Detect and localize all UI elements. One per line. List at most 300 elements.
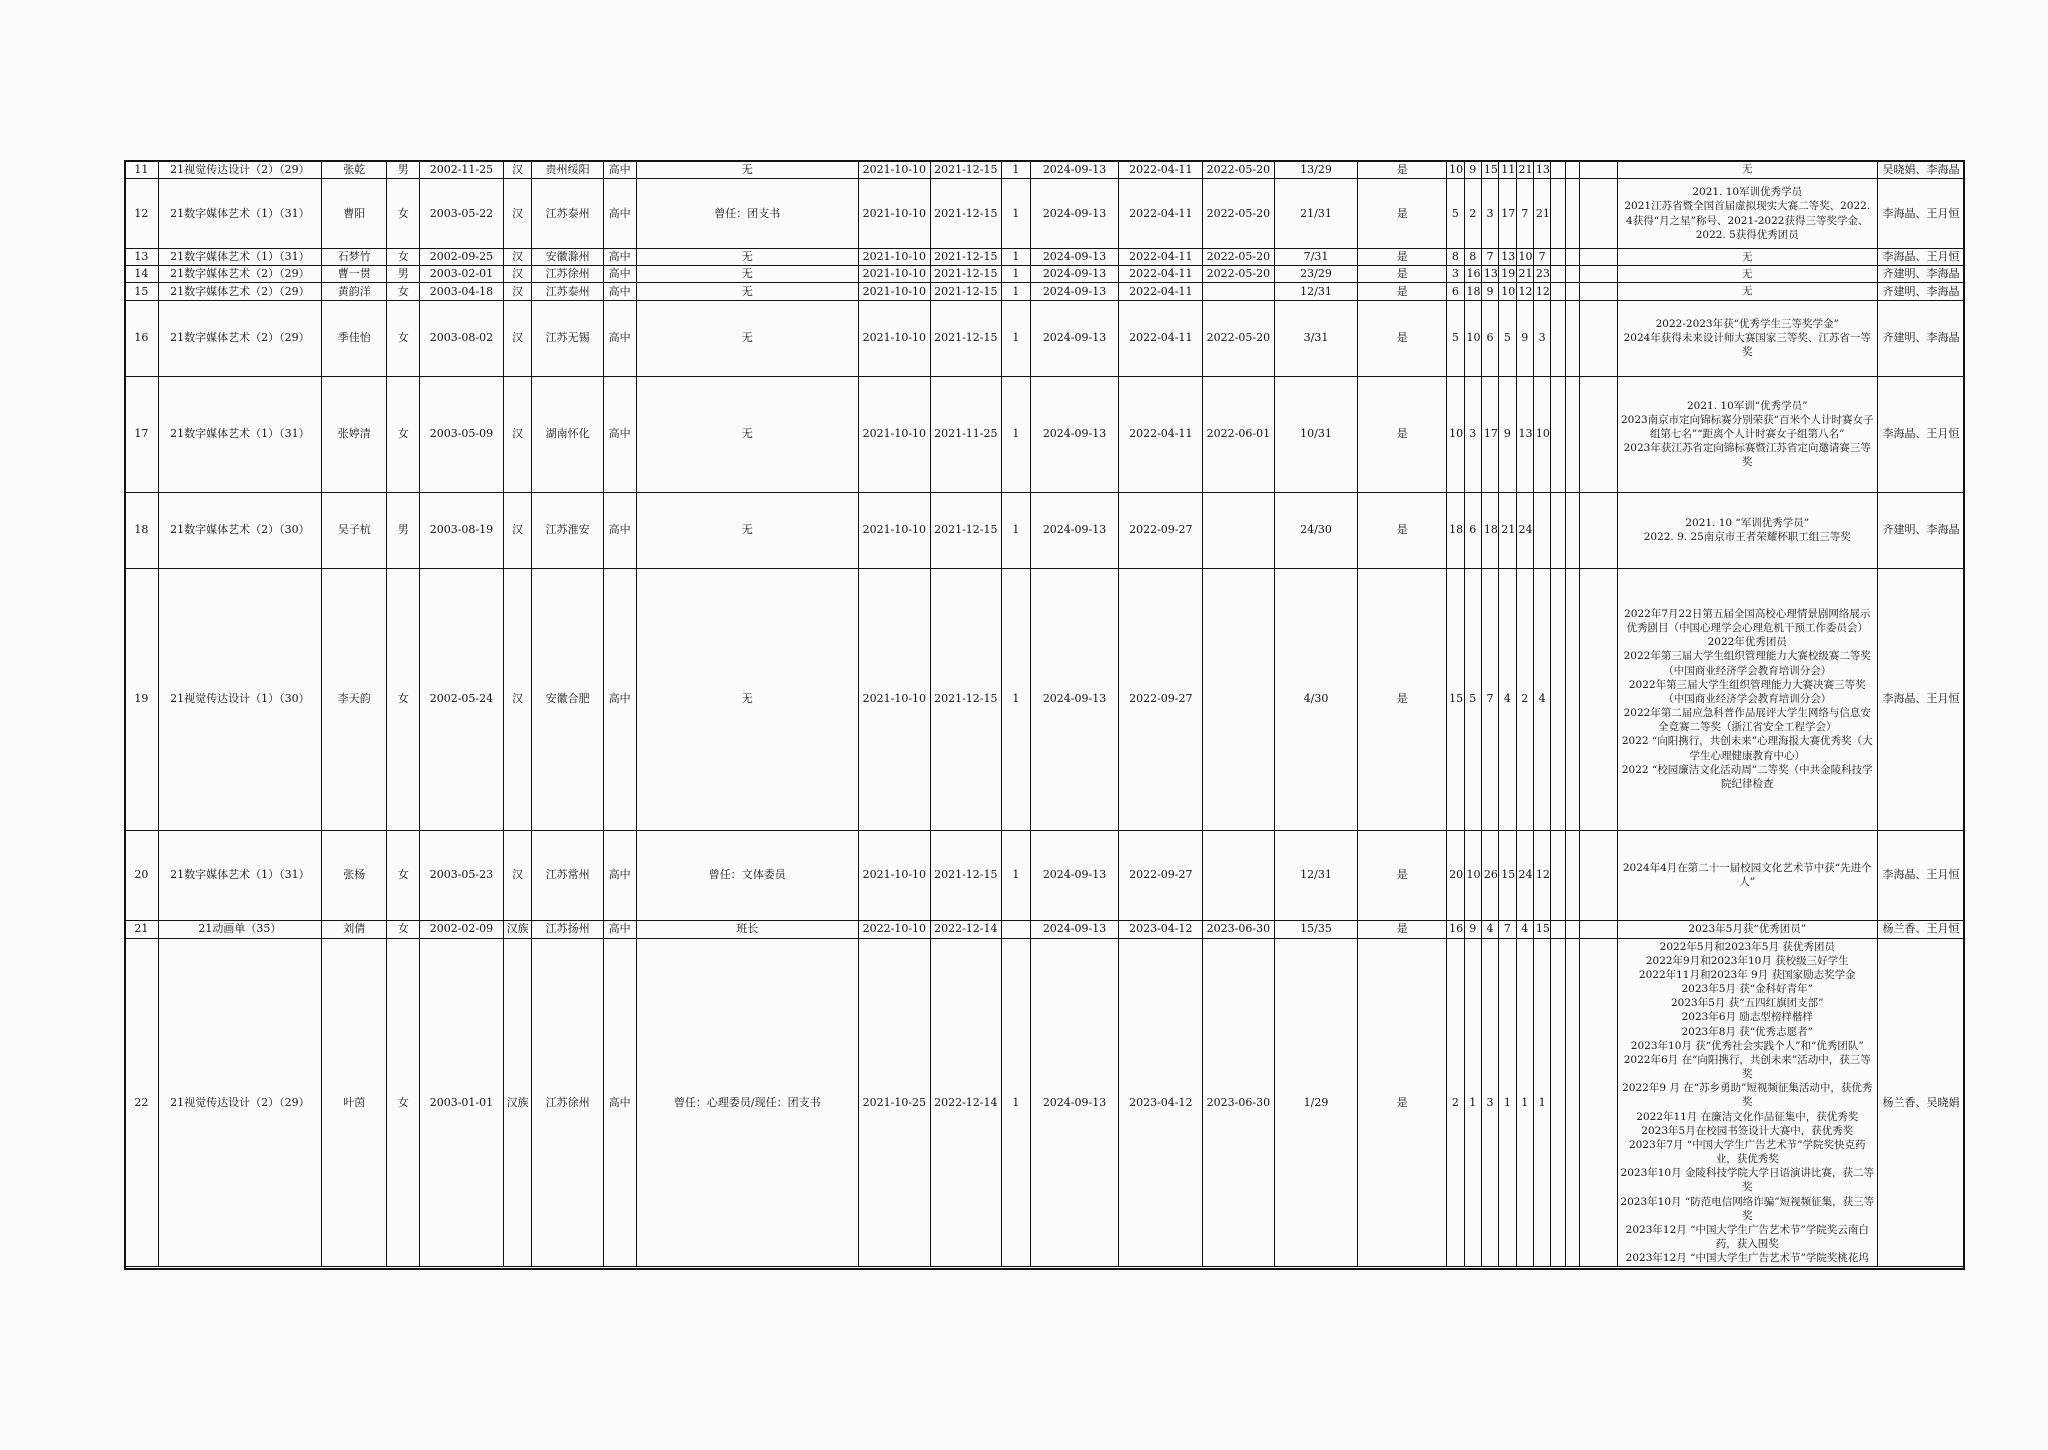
birth-date-cell: 2002-11-25	[420, 161, 504, 179]
score-cell: 9	[1516, 300, 1533, 376]
training-count-cell: 1	[1002, 179, 1031, 249]
empty-cell	[1565, 283, 1579, 300]
score-cell: 6	[1447, 283, 1464, 300]
ethnicity-cell: 汉	[503, 492, 532, 568]
score-cell: 5	[1499, 300, 1516, 376]
empty-cell	[1579, 376, 1617, 492]
application-date-cell: 2021-10-10	[859, 161, 930, 179]
empty-cell	[1551, 300, 1565, 376]
empty-cell	[1579, 179, 1617, 249]
honor-line: 2022年第三届大学生组织管理能力大赛校级赛二等奖（中国商业经济学会教育培训分会）	[1623, 650, 1871, 677]
education-cell: 高中	[603, 161, 636, 179]
native-place-cell: 江苏淮安	[532, 492, 603, 568]
score-cell: 10	[1464, 830, 1481, 920]
honor-line: 2022年11月和2023年 9月 获国家励志奖学金	[1638, 968, 1856, 981]
class-name-cell: 21数字媒体艺术（1）（31）	[158, 249, 321, 266]
development-date-cell: 2022-04-11	[1119, 266, 1203, 283]
score-cell: 15	[1499, 830, 1516, 920]
score-cell: 9	[1481, 283, 1498, 300]
student-name-cell: 李天韵	[322, 568, 387, 830]
honor-line: 2022-2023年获“优秀学生三等奖学金”	[1655, 317, 1839, 330]
honor-line: 2023年8月 获“优秀志愿者”	[1681, 1025, 1813, 1038]
row-number-cell: 14	[125, 266, 159, 283]
score-cell: 10	[1499, 283, 1516, 300]
honors-cell	[1617, 266, 1877, 283]
training-count-cell: 1	[1002, 830, 1031, 920]
training-count-cell: 1	[1002, 161, 1031, 179]
honors-cell	[1617, 938, 1877, 1267]
native-place-cell: 江苏泰州	[532, 283, 603, 300]
honor-line: 2023年5月 获“金科好青年”	[1681, 983, 1813, 996]
gpa-rank-cell: 24/30	[1274, 492, 1358, 568]
activist-date-cell: 2021-12-15	[930, 179, 1001, 249]
student-name-cell: 张婷清	[322, 376, 387, 492]
activist-date-cell: 2021-12-15	[930, 300, 1001, 376]
score-cell: 18	[1447, 492, 1464, 568]
advisors-cell: 杨兰香、吴晓娟	[1877, 938, 1964, 1267]
honor-line: 2021江苏省暨全国首届虚拟现实大赛二等奖、2022. 4获得“月之星”称号、2021-2022获得三等奖学金、2022. 5获得优秀团员	[1624, 200, 1871, 241]
education-cell: 高中	[603, 938, 636, 1267]
probation-date-cell: 2022-05-20	[1203, 249, 1274, 266]
score-cell: 7	[1481, 568, 1498, 830]
honor-line: 2021. 10军训“优秀学员”	[1687, 399, 1808, 412]
class-name-cell: 21动画单（35）	[158, 920, 321, 938]
qualified-flag-cell: 是	[1358, 161, 1447, 179]
score-cell: 21	[1516, 161, 1533, 179]
honors-cell	[1617, 492, 1877, 568]
score-cell: 4	[1533, 568, 1550, 830]
class-position-cell: 无	[636, 161, 859, 179]
empty-cell	[1579, 283, 1617, 300]
activist-date-cell: 2021-12-15	[930, 283, 1001, 300]
score-cell: 18	[1481, 492, 1498, 568]
empty-cell	[1579, 161, 1617, 179]
advisors-cell: 李海晶、王月恒	[1877, 249, 1964, 266]
empty-cell	[1565, 300, 1579, 376]
training-count-cell: 1	[1002, 568, 1031, 830]
education-cell: 高中	[603, 249, 636, 266]
education-cell: 高中	[603, 283, 636, 300]
native-place-cell: 贵州绥阳	[532, 161, 603, 179]
honor-line: 2023年10月 获“优秀社会实践个人”和“优秀团队”	[1630, 1039, 1864, 1052]
score-cell: 1	[1516, 938, 1533, 1267]
score-cell: 5	[1447, 179, 1464, 249]
honor-line: 2022 “向阳携行，共创未来”心理海报大赛优秀奖（大学生心理健康教育中心）	[1621, 735, 1873, 762]
empty-cell	[1551, 938, 1565, 1267]
score-cell: 4	[1499, 568, 1516, 830]
gender-cell: 女	[387, 283, 420, 300]
empty-cell	[1551, 376, 1565, 492]
training-date-cell: 2024-09-13	[1030, 266, 1119, 283]
table-row	[125, 830, 1965, 920]
application-date-cell: 2021-10-10	[859, 376, 930, 492]
development-date-cell: 2022-09-27	[1119, 492, 1203, 568]
honor-line: 2023年7月 “中国大学生广告艺术节”学院奖快克药业，获优秀奖	[1629, 1138, 1866, 1166]
score-cell: 3	[1447, 266, 1464, 283]
ethnicity-cell: 汉族	[503, 920, 532, 938]
student-name-cell: 吴子杭	[322, 492, 387, 568]
advisors-cell: 齐建明、李海晶	[1877, 300, 1964, 376]
birth-date-cell: 2002-02-09	[420, 920, 504, 938]
training-count-cell	[1002, 920, 1031, 938]
development-date-cell: 2022-04-11	[1119, 161, 1203, 179]
honors-cell	[1617, 920, 1877, 938]
native-place-cell: 安徽合肥	[532, 568, 603, 830]
class-name-cell: 21数字媒体艺术（2）（29）	[158, 300, 321, 376]
training-date-cell: 2024-09-13	[1030, 249, 1119, 266]
education-cell: 高中	[603, 830, 636, 920]
score-cell: 4	[1516, 920, 1533, 938]
gender-cell: 女	[387, 568, 420, 830]
native-place-cell: 江苏无锡	[532, 300, 603, 376]
education-cell: 高中	[603, 266, 636, 283]
honor-line: 无	[1742, 268, 1753, 281]
score-cell: 1	[1464, 938, 1481, 1267]
empty-cell	[1579, 266, 1617, 283]
score-cell: 2	[1447, 938, 1464, 1267]
activist-date-cell: 2021-12-15	[930, 161, 1001, 179]
row-number-cell: 16	[125, 300, 159, 376]
honor-line: 2022年9 月 在“苏乡勇助”短视频征集活动中，获优秀奖	[1622, 1082, 1873, 1109]
gpa-rank-cell: 23/29	[1274, 266, 1358, 283]
honor-line: 2022. 9. 25南京市王者荣耀杯职工组三等奖	[1643, 531, 1851, 544]
score-cell: 7	[1516, 179, 1533, 249]
qualified-flag-cell: 是	[1358, 266, 1447, 283]
honor-line: 2022年7月22日第五届全国高校心理情景剧网络展示优秀剧目（中国心理学会心理危机干预工作委员会）	[1624, 607, 1871, 635]
score-cell: 3	[1464, 376, 1481, 492]
birth-date-cell: 2003-05-09	[420, 376, 504, 492]
score-cell: 15	[1533, 920, 1550, 938]
score-cell: 16	[1447, 920, 1464, 938]
empty-cell	[1565, 920, 1579, 938]
class-position-cell: 曾任：团支书	[636, 179, 859, 249]
birth-date-cell: 2003-01-01	[420, 938, 504, 1267]
class-position-cell: 无	[636, 283, 859, 300]
empty-cell	[1551, 830, 1565, 920]
honor-line: 2022年11月 在廉洁文化作品征集中，获优秀奖	[1636, 1110, 1859, 1123]
training-date-cell: 2024-09-13	[1030, 920, 1119, 938]
training-date-cell: 2024-09-13	[1030, 283, 1119, 300]
probation-date-cell: 2023-06-30	[1203, 938, 1274, 1267]
advisors-cell: 李海晶、王月恒	[1877, 568, 1964, 830]
score-cell: 3	[1481, 179, 1498, 249]
training-date-cell: 2024-09-13	[1030, 492, 1119, 568]
gender-cell: 女	[387, 938, 420, 1267]
table-row	[125, 568, 1965, 830]
honor-line: 无	[1742, 163, 1753, 176]
honor-line: 2022年优秀团员	[1707, 636, 1787, 649]
gpa-rank-cell: 12/31	[1274, 283, 1358, 300]
training-count-cell: 1	[1002, 249, 1031, 266]
application-date-cell: 2021-10-10	[859, 249, 930, 266]
advisors-cell: 李海晶、王月恒	[1877, 376, 1964, 492]
development-date-cell: 2022-04-11	[1119, 179, 1203, 249]
score-cell: 2	[1464, 179, 1481, 249]
table-row	[125, 376, 1965, 492]
training-count-cell: 1	[1002, 492, 1031, 568]
class-name-cell: 21数字媒体艺术（1）（31）	[158, 830, 321, 920]
class-position-cell: 无	[636, 492, 859, 568]
student-name-cell: 石梦竹	[322, 249, 387, 266]
honor-line: 2022年6月 在“向阳携行，共创未来”活动中，获三等奖	[1623, 1053, 1871, 1081]
gender-cell: 男	[387, 266, 420, 283]
row-number-cell: 11	[125, 161, 159, 179]
honor-line: 无	[1742, 251, 1753, 263]
birth-date-cell: 2003-02-01	[420, 266, 504, 283]
ethnicity-cell: 汉	[503, 249, 532, 266]
empty-cell	[1565, 179, 1579, 249]
table-row	[125, 161, 1965, 179]
application-date-cell: 2021-10-10	[859, 283, 930, 300]
ethnicity-cell: 汉	[503, 376, 532, 492]
development-date-cell: 2022-09-27	[1119, 568, 1203, 830]
score-cell: 1	[1499, 938, 1516, 1267]
native-place-cell: 江苏泰州	[532, 179, 603, 249]
gender-cell: 女	[387, 179, 420, 249]
qualified-flag-cell: 是	[1358, 376, 1447, 492]
score-cell: 23	[1533, 266, 1550, 283]
birth-date-cell: 2002-05-24	[420, 568, 504, 830]
development-date-cell: 2022-04-11	[1119, 283, 1203, 300]
advisors-cell: 齐建明、李海晶	[1877, 492, 1964, 568]
score-cell: 10	[1464, 300, 1481, 376]
activist-date-cell: 2021-12-15	[930, 568, 1001, 830]
score-cell: 2	[1516, 568, 1533, 830]
honor-line: 2022年5月和2023年5月 获优秀团员	[1659, 940, 1835, 953]
class-name-cell: 21视觉传达设计（2）（29）	[158, 938, 321, 1267]
empty-cell	[1565, 938, 1579, 1267]
development-date-cell: 2022-04-11	[1119, 249, 1203, 266]
qualified-flag-cell: 是	[1358, 830, 1447, 920]
native-place-cell: 安徽滁州	[532, 249, 603, 266]
activist-date-cell: 2021-11-25	[930, 376, 1001, 492]
score-cell: 9	[1464, 920, 1481, 938]
score-cell: 1	[1533, 938, 1550, 1267]
honors-cell	[1617, 830, 1877, 920]
honor-line: 2023年5月在校园书签设计大赛中，获优秀奖	[1641, 1124, 1854, 1137]
native-place-cell: 江苏徐州	[532, 938, 603, 1267]
student-name-cell: 曹一贯	[322, 266, 387, 283]
qualified-flag-cell: 是	[1358, 300, 1447, 376]
probation-date-cell	[1203, 492, 1274, 568]
honor-line: 2023年5月 获“五四红旗团支部”	[1671, 997, 1824, 1010]
gpa-rank-cell: 1/29	[1274, 938, 1358, 1267]
empty-cell	[1579, 300, 1617, 376]
class-position-cell: 无	[636, 376, 859, 492]
application-date-cell: 2021-10-10	[859, 266, 930, 283]
qualified-flag-cell: 是	[1358, 283, 1447, 300]
advisors-cell: 齐建明、李海晶	[1877, 266, 1964, 283]
probation-date-cell: 2022-05-20	[1203, 179, 1274, 249]
honors-cell	[1617, 568, 1877, 830]
gender-cell: 男	[387, 492, 420, 568]
honor-line: 2023年10月 金陵科技学院大学日语演讲比赛，获二等奖	[1620, 1167, 1874, 1194]
honor-line: 2023年获江苏省定向锦标赛暨江苏省定向邀请赛三等奖	[1623, 442, 1871, 469]
score-cell: 24	[1516, 492, 1533, 568]
score-cell: 17	[1481, 376, 1498, 492]
row-number-cell: 21	[125, 920, 159, 938]
empty-cell	[1565, 376, 1579, 492]
empty-cell	[1551, 492, 1565, 568]
table-row	[125, 492, 1965, 568]
activist-date-cell: 2022-12-14	[930, 920, 1001, 938]
advisors-cell: 吴晓娟、李海晶	[1877, 161, 1964, 179]
development-date-cell: 2022-04-11	[1119, 376, 1203, 492]
probation-date-cell: 2023-06-30	[1203, 920, 1274, 938]
activist-date-cell: 2021-12-15	[930, 249, 1001, 266]
training-date-cell: 2024-09-13	[1030, 830, 1119, 920]
row-number-cell: 19	[125, 568, 159, 830]
score-cell: 13	[1499, 249, 1516, 266]
empty-cell	[1579, 830, 1617, 920]
activist-date-cell: 2021-12-15	[930, 266, 1001, 283]
gpa-rank-cell: 12/31	[1274, 830, 1358, 920]
training-count-cell: 1	[1002, 376, 1031, 492]
gender-cell: 女	[387, 300, 420, 376]
qualified-flag-cell: 是	[1358, 920, 1447, 938]
score-cell: 21	[1499, 492, 1516, 568]
native-place-cell: 湖南怀化	[532, 376, 603, 492]
application-date-cell: 2021-10-25	[859, 938, 930, 1267]
development-date-cell: 2023-04-12	[1119, 920, 1203, 938]
empty-cell	[1551, 179, 1565, 249]
class-position-cell: 曾任：心理委员/现任：团支书	[636, 938, 859, 1267]
gender-cell: 女	[387, 376, 420, 492]
score-cell: 24	[1516, 830, 1533, 920]
score-cell: 12	[1533, 283, 1550, 300]
birth-date-cell: 2003-04-18	[420, 283, 504, 300]
gpa-rank-cell: 13/29	[1274, 161, 1358, 179]
training-date-cell: 2024-09-13	[1030, 300, 1119, 376]
honor-line: 2023年12月 “中国大学生广告艺术节”学院奖云南白药，获入围奖	[1625, 1223, 1869, 1251]
class-name-cell: 21视觉传达设计（2）（29）	[158, 161, 321, 179]
score-cell: 6	[1464, 492, 1481, 568]
empty-cell	[1579, 249, 1617, 266]
class-name-cell: 21数字媒体艺术（2）（30）	[158, 492, 321, 568]
education-cell: 高中	[603, 920, 636, 938]
class-name-cell: 21数字媒体艺术（2）（29）	[158, 283, 321, 300]
honors-cell	[1617, 376, 1877, 492]
ethnicity-cell: 汉	[503, 283, 532, 300]
honor-line: 2023年5月获“优秀团员”	[1688, 922, 1807, 935]
empty-cell	[1551, 266, 1565, 283]
training-date-cell: 2024-09-13	[1030, 938, 1119, 1267]
score-cell: 21	[1533, 179, 1550, 249]
row-number-cell: 15	[125, 283, 159, 300]
birth-date-cell: 2003-05-23	[420, 830, 504, 920]
honor-line: 2022年第三届大学生组织管理能力大赛决赛三等奖（中国商业经济学会教育培训分会）	[1628, 678, 1866, 705]
empty-cell	[1551, 249, 1565, 266]
development-date-cell: 2022-09-27	[1119, 830, 1203, 920]
training-date-cell: 2024-09-13	[1030, 568, 1119, 830]
score-cell: 7	[1499, 920, 1516, 938]
birth-date-cell: 2002-09-25	[420, 249, 504, 266]
empty-cell	[1579, 920, 1617, 938]
gpa-rank-cell: 3/31	[1274, 300, 1358, 376]
probation-date-cell	[1203, 830, 1274, 920]
empty-cell	[1565, 266, 1579, 283]
gender-cell: 女	[387, 249, 420, 266]
empty-cell	[1579, 568, 1617, 830]
student-name-cell: 曹阳	[322, 179, 387, 249]
student-name-cell: 刘倩	[322, 920, 387, 938]
score-cell: 3	[1533, 300, 1550, 376]
table-row	[125, 179, 1965, 249]
activist-date-cell: 2021-12-15	[930, 492, 1001, 568]
class-name-cell: 21数字媒体艺术（1）（31）	[158, 179, 321, 249]
score-cell: 6	[1481, 300, 1498, 376]
row-number-cell: 20	[125, 830, 159, 920]
student-name-cell: 张杨	[322, 830, 387, 920]
score-cell: 4	[1481, 920, 1498, 938]
gender-cell: 男	[387, 161, 420, 179]
score-cell: 10	[1533, 376, 1550, 492]
training-date-cell: 2024-09-13	[1030, 161, 1119, 179]
probation-date-cell: 2022-05-20	[1203, 161, 1274, 179]
class-position-cell: 曾任：文体委员	[636, 830, 859, 920]
row-number-cell: 12	[125, 179, 159, 249]
advisors-cell: 杨兰香、王月恒	[1877, 920, 1964, 938]
class-position-cell: 无	[636, 300, 859, 376]
empty-cell	[1565, 249, 1579, 266]
class-name-cell: 21数字媒体艺术（2）（29）	[158, 266, 321, 283]
empty-cell	[1579, 492, 1617, 568]
score-cell: 8	[1447, 249, 1464, 266]
honor-line: 2021. 10 “军训优秀学员”	[1685, 516, 1810, 529]
score-cell: 5	[1464, 568, 1481, 830]
activist-date-cell: 2021-12-15	[930, 830, 1001, 920]
row-number-cell: 13	[125, 249, 159, 266]
gender-cell: 女	[387, 920, 420, 938]
empty-cell	[1565, 161, 1579, 179]
score-cell: 26	[1481, 830, 1498, 920]
class-name-cell: 21数字媒体艺术（1）（31）	[158, 376, 321, 492]
score-cell: 19	[1499, 266, 1516, 283]
table-row	[125, 249, 1965, 266]
score-cell: 17	[1499, 179, 1516, 249]
empty-cell	[1551, 161, 1565, 179]
student-name-cell: 张乾	[322, 161, 387, 179]
advisors-cell: 李海晶、王月恒	[1877, 830, 1964, 920]
ethnicity-cell: 汉	[503, 179, 532, 249]
honor-line: 2023年12月 “中国大学生广告艺术节”学院奖桃花坞	[1625, 1252, 1869, 1265]
birth-date-cell: 2003-05-22	[420, 179, 504, 249]
gpa-rank-cell: 10/31	[1274, 376, 1358, 492]
honor-line: 2024年4月在第二十一届校园文化艺术节中获“先进个人”	[1622, 861, 1872, 889]
training-count-cell: 1	[1002, 300, 1031, 376]
honor-line: 2023南京市定向锦标赛分别荣获“百米个人计时赛女子组第七名”“距离个人计时赛女子组第八名”	[1620, 413, 1874, 440]
education-cell: 高中	[603, 568, 636, 830]
empty-cell	[1565, 568, 1579, 830]
probation-date-cell	[1203, 568, 1274, 830]
class-position-cell: 无	[636, 249, 859, 266]
row-number-cell: 17	[125, 376, 159, 492]
score-cell: 15	[1481, 161, 1498, 179]
score-cell: 18	[1464, 283, 1481, 300]
training-count-cell: 1	[1002, 266, 1031, 283]
application-date-cell: 2021-10-10	[859, 179, 930, 249]
advisors-cell: 李海晶、王月恒	[1877, 179, 1964, 249]
birth-date-cell: 2003-08-19	[420, 492, 504, 568]
advisors-cell: 齐建明、李海晶	[1877, 283, 1964, 300]
education-cell: 高中	[603, 492, 636, 568]
honor-line: 2023年6月 励志型榜样楷样	[1681, 1011, 1813, 1024]
training-date-cell: 2024-09-13	[1030, 179, 1119, 249]
native-place-cell: 江苏扬州	[532, 920, 603, 938]
score-cell: 16	[1464, 266, 1481, 283]
honor-line: 无	[1742, 285, 1753, 298]
ethnicity-cell: 汉	[503, 300, 532, 376]
